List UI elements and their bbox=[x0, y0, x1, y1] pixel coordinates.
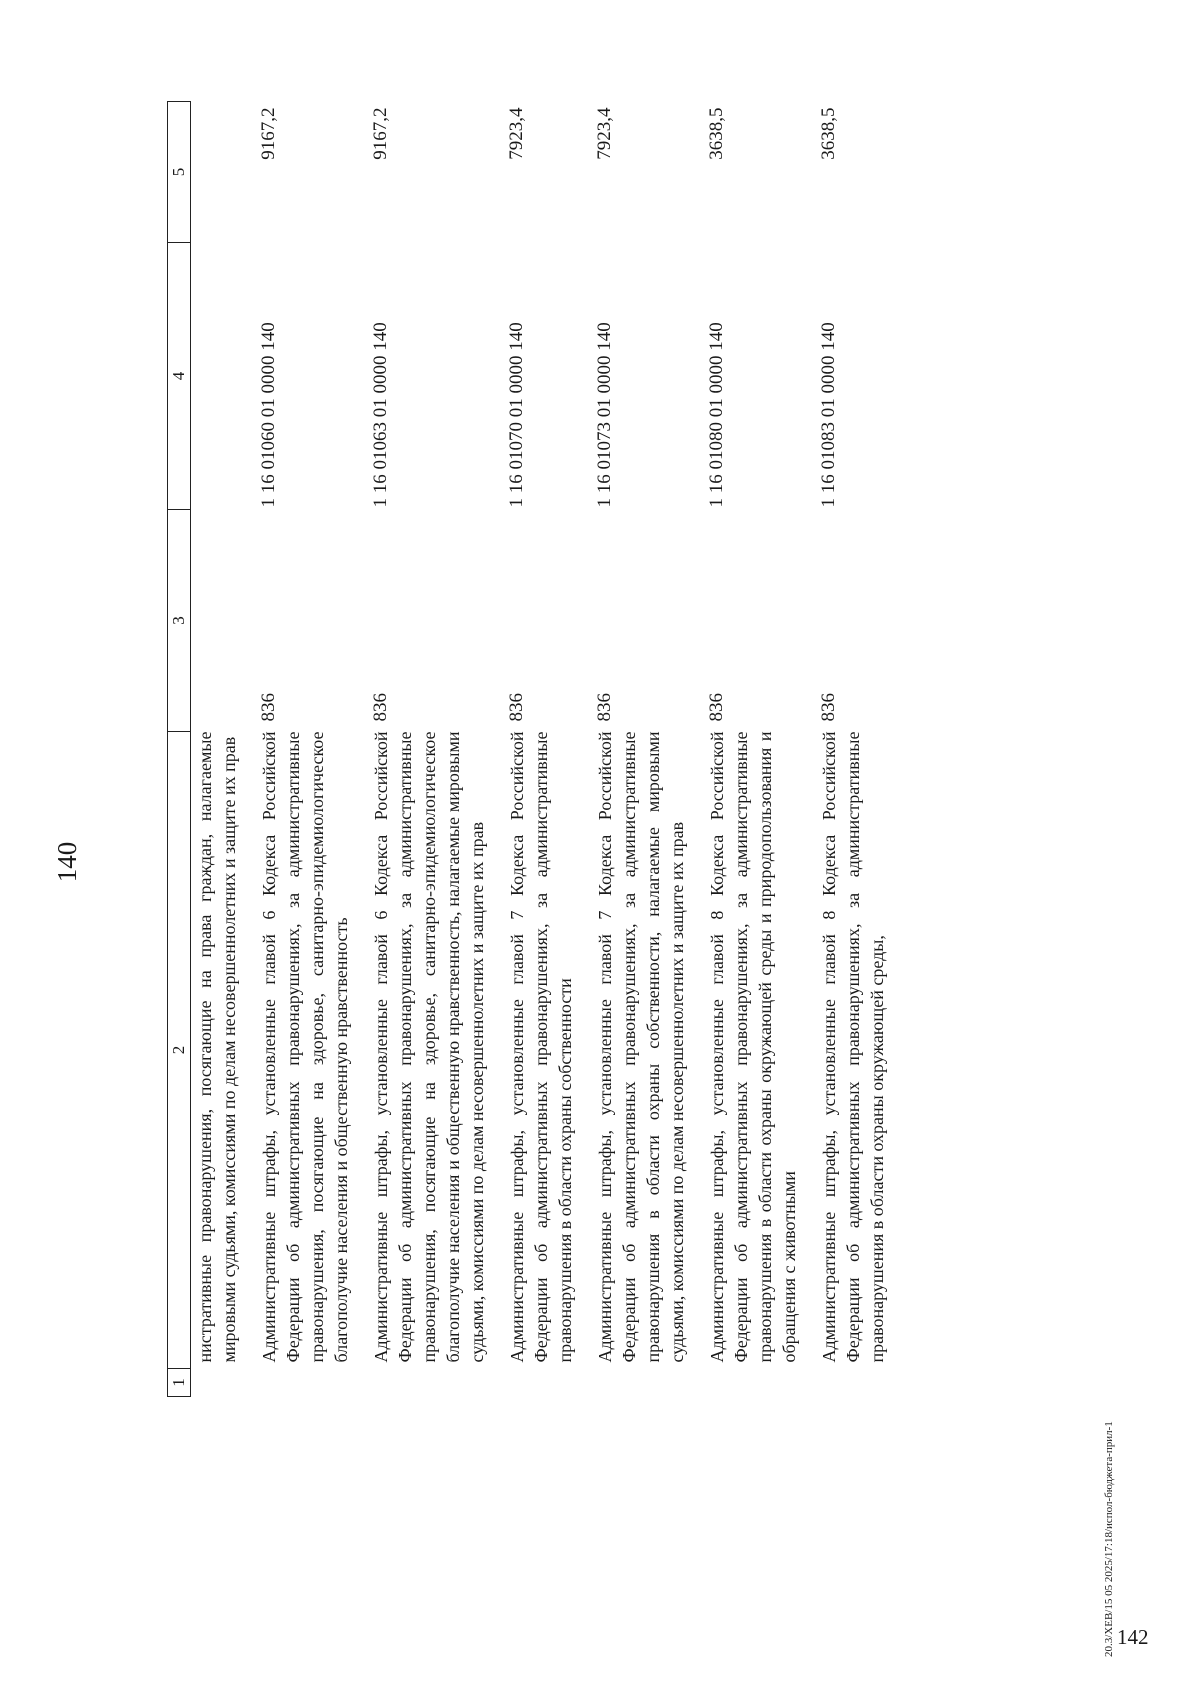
amount-cell: 9167,2 bbox=[258, 107, 279, 160]
kbk-cell: 1 16 01070 01 0000 140 bbox=[506, 322, 527, 508]
kbk-cell: 1 16 01060 01 0000 140 bbox=[258, 322, 279, 508]
row-number-cell bbox=[251, 1369, 353, 1397]
description-cell: Административные штрафы, установленные главой 8 Кодекса Российской Федерации об административных правонарушениях, за административные правонарушения в области охраны окружающей среды, bbox=[819, 731, 887, 1363]
row-number-cell bbox=[363, 1369, 489, 1397]
row-number-cell bbox=[499, 1369, 577, 1397]
kbk-cell: 1 16 01063 01 0000 140 bbox=[370, 322, 391, 508]
admin-code-cell: 836 bbox=[706, 693, 727, 722]
admin-code-cell: 836 bbox=[506, 693, 527, 722]
row-number-cell bbox=[191, 1369, 242, 1397]
admin-code-cell: 836 bbox=[818, 693, 839, 722]
amount-cell: 7923,4 bbox=[594, 107, 615, 160]
row-number-cell bbox=[587, 1369, 689, 1397]
footer-file-stamp: 20.3/XEB/15 05 2025/17:18/испол-бюджета-прил-1 bbox=[1103, 1421, 1115, 1657]
amount-cell bbox=[191, 102, 242, 243]
header-col-5: 5 bbox=[168, 102, 191, 243]
description-cell: Административные штрафы, установленные главой 7 Кодекса Российской Федерации об административных правонарушениях, за административные правонарушения в области охраны собственности bbox=[507, 731, 575, 1363]
table-row bbox=[251, 102, 353, 1397]
kbk-cell bbox=[191, 243, 242, 510]
table-header-row bbox=[168, 102, 191, 1397]
description-cell: Административные штрафы, установленные главой 8 Кодекса Российской Федерации об административных правонарушениях, за административные правонарушения в области охраны окружающей среды и природопользования и обращения с животными bbox=[707, 731, 799, 1363]
table-row bbox=[363, 102, 489, 1397]
amount-cell: 9167,2 bbox=[370, 107, 391, 160]
description-cell: Административные штрафы, установленные главой 7 Кодекса Российской Федерации об административных правонарушениях, за административные правонарушения в области охраны собственности, налагаемые мировыми судьями, комиссиями по делам несовершеннолетних и защите их прав bbox=[595, 731, 687, 1363]
admin-code-cell bbox=[191, 510, 242, 732]
amount-cell: 7923,4 bbox=[506, 107, 527, 160]
description-cell: Административные штрафы, установленные главой 6 Кодекса Российской Федерации об административных правонарушениях, за административные правонарушения, посягающие на здоровье, санитарно-эпидемиологическое благополучие населения и общественную нравственность, налагаемые мировыми судьями, комиссиями по делам несовершеннолетних и защите их прав bbox=[371, 731, 487, 1363]
description-cell: Административные штрафы, установленные главой 6 Кодекса Российской Федерации об административных правонарушениях, за административные правонарушения, посягающие на здоровье, санитарно-эпидемиологическое благополучие населения и общественную нравственность bbox=[259, 731, 351, 1363]
header-col-1: 1 bbox=[168, 1369, 191, 1397]
page-number: 140 bbox=[52, 841, 82, 883]
row-number-cell bbox=[699, 1369, 801, 1397]
admin-code-cell: 836 bbox=[258, 693, 279, 722]
corner-page-number: 142 bbox=[1117, 1625, 1149, 1649]
kbk-cell: 1 16 01083 01 0000 140 bbox=[818, 322, 839, 508]
table-row bbox=[587, 102, 689, 1397]
description-cell: нистративные правонарушения, посягающие на права граждан, налагаемые мировыми судьями, комиссиями по делам несовершеннолетних и защите их прав bbox=[195, 731, 239, 1363]
kbk-cell: 1 16 01080 01 0000 140 bbox=[706, 322, 727, 508]
revenue-table bbox=[167, 101, 889, 1397]
table-row bbox=[191, 102, 242, 1397]
header-col-4: 4 bbox=[168, 243, 191, 510]
table-row bbox=[499, 102, 577, 1397]
table-row bbox=[699, 102, 801, 1397]
kbk-cell: 1 16 01073 01 0000 140 bbox=[594, 322, 615, 508]
header-col-2: 2 bbox=[168, 732, 191, 1369]
table-row bbox=[811, 102, 889, 1397]
admin-code-cell: 836 bbox=[594, 693, 615, 722]
header-col-3: 3 bbox=[168, 510, 191, 732]
amount-cell: 3638,5 bbox=[818, 107, 839, 160]
row-number-cell bbox=[811, 1369, 889, 1397]
amount-cell: 3638,5 bbox=[706, 107, 727, 160]
admin-code-cell: 836 bbox=[370, 693, 391, 722]
